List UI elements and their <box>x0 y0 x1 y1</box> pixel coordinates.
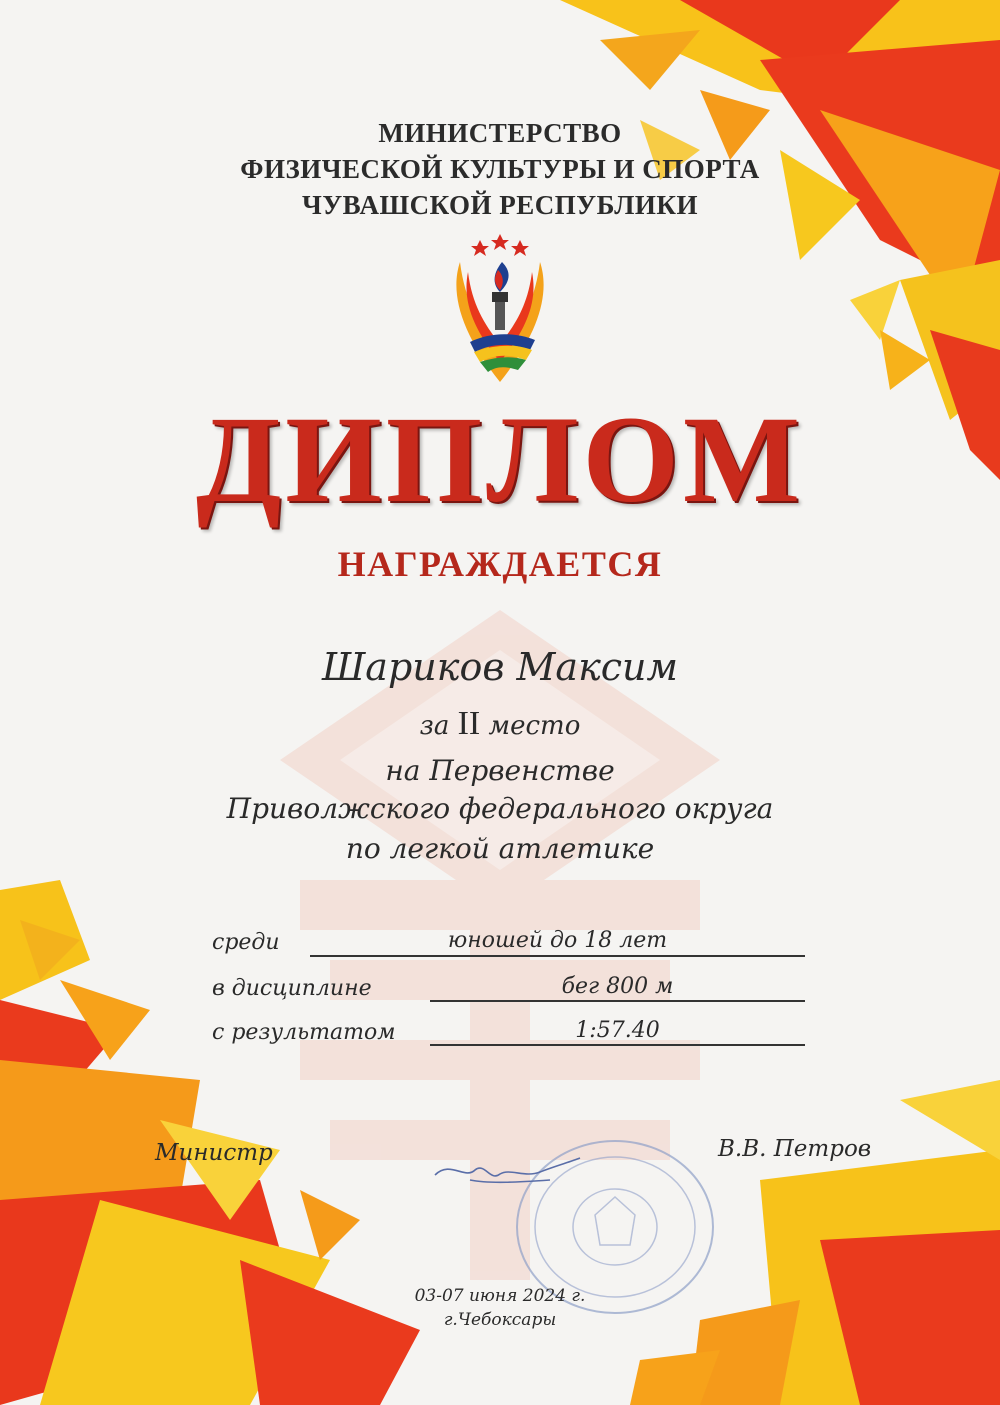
awarded-heading: НАГРАЖДАЕТСЯ <box>337 544 663 584</box>
event-date: 03-07 июня 2024 г. <box>414 1286 586 1306</box>
field-label-result: с результатом <box>212 1020 396 1045</box>
event-city: г.Чебоксары <box>443 1310 557 1330</box>
field-rule-discipline <box>430 1000 805 1002</box>
ministry-line-3: ЧУВАШСКОЙ РЕСПУБЛИКИ <box>302 190 698 220</box>
place-line <box>0 705 1000 743</box>
field-label-discipline: в дисциплине <box>212 976 372 1001</box>
signer-position: Министр <box>155 1140 273 1166</box>
signature-scribble-icon <box>430 1150 590 1195</box>
signer-name: В.В. Петров <box>718 1136 872 1162</box>
ministry-line-2: ФИЗИЧЕСКОЙ КУЛЬТУРЫ И СПОРТА <box>240 154 760 184</box>
event-line-1: на Первенстве <box>385 754 615 787</box>
field-value-discipline: бег 800 м <box>561 974 674 999</box>
field-value-result: 1:57.40 <box>575 1018 660 1043</box>
event-line-3: по легкой атлетике <box>345 832 655 865</box>
field-value-group: юношей до 18 лет <box>447 928 668 953</box>
place-prefix: за <box>419 711 450 741</box>
place-number: II <box>457 705 481 742</box>
recipient-name: Шариков Максим <box>321 645 679 689</box>
field-rule-group <box>310 955 805 957</box>
ministry-line-1: МИНИСТЕРСТВО <box>378 118 622 148</box>
diploma-title: ДИПЛОМ <box>195 391 805 528</box>
field-label-group: среди <box>212 930 280 955</box>
event-line-2: Приволжского федерального округа <box>226 792 774 825</box>
torch-emblem-icon <box>440 232 560 387</box>
field-rule-result <box>430 1044 805 1046</box>
place-suffix: место <box>488 711 581 741</box>
